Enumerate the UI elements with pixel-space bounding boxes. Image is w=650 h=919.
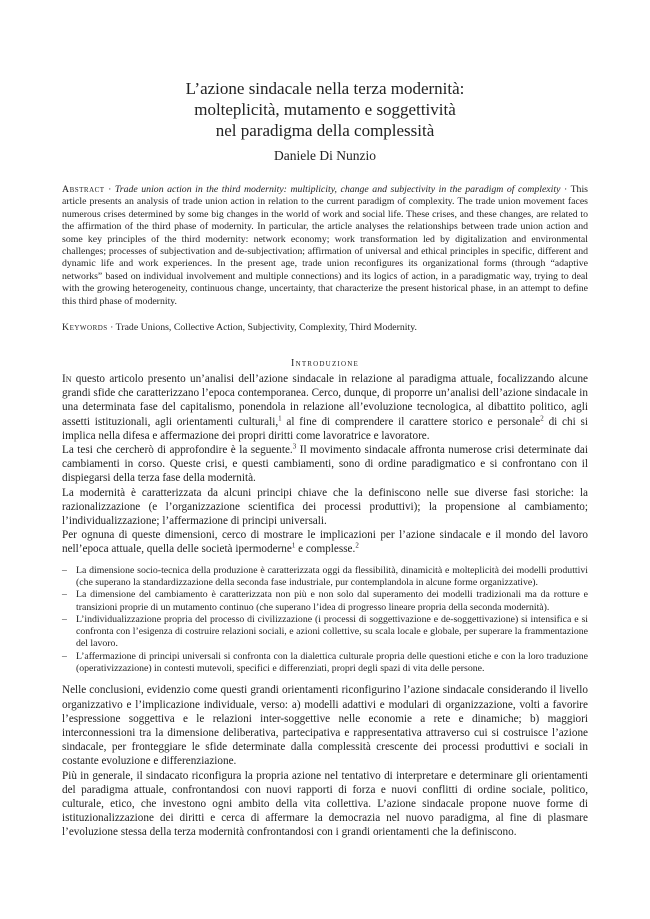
list-item — [62, 565, 588, 590]
paragraph-6: Più in generale, il sindacato riconfigura la propria azione nel tentativo di interpretare e determinare gli orientamenti del paradigma attuale, confrontandosi con nuovi rapporti di forza e nuovi conflitti di ordine sociale, politico, culturale, etico, che investono ogni ambito della vita collettiva. L’azione sindacale propone nuove forme di istituzionalizzazione dei diritti e cerca di affermare la democrazia nel nuovo paradigma, al fine di plasmare l’evoluzione stessa della terza modernità confrontandosi con i grandi orientamenti che la definiscono. — [62, 769, 588, 839]
paragraph-4-text-b: e complesse. — [295, 543, 356, 556]
list-dash: – — [62, 589, 67, 601]
abstract-text: This article presents an analysis of trade union action in relation to the current paradigm of complexity. The trade union movement faces numerous crises determined by some big changes in the world of work and social life. These crises, and these changes, are related to the affirmation of the third phase of modernity. In particular, the article analyses the relationships between trade union action and some key principles of the third modernity: network economy; work transformation led by digitalization and environmental challenges; processes of subjectivation and de-subjectivation; affirmation of universal and ethical principles in specific, different and dynamic life and work experiences. In the present age, trade union reconfigures its organizational forms (through “adaptive networks” based on individual involvement and multiple connections) and its logics of action, in a paradigmatic way, trying to deal with the growing heterogeneity, continuous change, uncertainty, that characterize the present historical phase, in an attempt to define this third phase of modernity. — [62, 184, 588, 307]
abstract-separator-2: · — [560, 184, 571, 195]
footnote-ref-3[interactable]: 3 — [292, 442, 297, 451]
paragraph-1 — [62, 372, 588, 443]
list-item — [62, 651, 588, 676]
list-item-text: La dimensione del cambiamento è caratterizzata non più e non solo dal superamento dei modelli tradizionali ma da rotture e transizioni proprie di un mutamento continuo (che superano l’idea di progresso lineare propria della seconda modernità). — [76, 589, 588, 613]
paragraph-5: Nelle conclusioni, evidenzio come questi grandi orientamenti riconfigurino l’azione sindacale considerando il livello organizzativo e l’implicazione individuale, verso: a) modelli adattivi e modulari di organizzazione, volti a favorire l’espressione soggettiva e le relazioni inter-soggettive nelle economie a rete e dinamiche; b) maggiori interconnessioni tra la dimensione deliberativa, partecipativa e rappresentativa attraverso cui si costruisce l’azione sindacale, per fronteggiare le sfide determinate dalla complessità crescente dei processi produttivi e sociali in costante evoluzione e differenziazione. — [62, 684, 588, 768]
abstract-label: Abstract — [62, 184, 105, 195]
title-line-3: nel paradigma della complessità — [215, 121, 435, 140]
author-name: Daniele Di Nunzio — [274, 148, 376, 163]
paragraph-1-text-a: questo articolo presento un’analisi dell’azione sindacale in relazione al paradigma attuale, focalizzando alcune grandi sfide che caratterizzano l’epoca contemporanea. Cerco, dunque, di proporre un’analisi dell’azione sindacale in una determinata fase del capitalismo, ponendola in relazione all’evoluzione tecnologica, al dibattito politico, agli assetti istituzionali, agli orientamenti culturali, — [62, 373, 588, 428]
paragraph-2 — [62, 443, 588, 486]
list-item-text: L’individualizzazione propria del processo di civilizzazione (i processi di soggettivazione e de-soggettivazione) si intensifica e si confronta con l’esigenza di costruire relazioni sociali, e azioni collettive, su scala locale e globale, per superare la frammentazione del lavoro. — [76, 613, 588, 650]
list-item — [62, 589, 588, 614]
dimensions-list — [62, 565, 588, 676]
list-item-text: La dimensione socio-tecnica della produzione è caratterizzata oggi da flessibilità, dinamicità e molteplicità dei modelli produttivi (che superano la standardizzazione della seconda fase industriale, pur contemplandola in alcune forme organizzative). — [76, 564, 588, 588]
list-item-text: L’affermazione di principi universali si confronta con la dialettica culturale propria delle questioni etiche e con la loro traduzione (operativizzazione) in contesti mutevoli, specifici e differenziati, propri degli spazi di vita delle persone. — [76, 650, 588, 675]
abstract-block — [62, 184, 588, 308]
keywords-label: Keywords — [62, 322, 108, 333]
footnote-ref-5[interactable]: 2 — [355, 541, 359, 550]
title-line-2: molteplicità, mutamento e soggettività — [194, 100, 456, 119]
article-title — [60, 78, 590, 141]
paragraph-1-text-b: al fine di comprendere il carattere storico e personale — [281, 415, 541, 428]
keywords-separator: · — [107, 322, 116, 333]
paragraph-4-text-a: Per ognuna di queste dimensioni, cerco di mostrare le implicazioni per l’azione sindacale e il mondo del lavoro nell’epoca attuale, quella delle società ipermoderne — [62, 529, 588, 556]
paragraph-2-text-a: La tesi che cercherò di approfondire è la seguente. — [62, 444, 293, 457]
footnote-ref-1[interactable]: 1 — [278, 413, 282, 422]
abstract-english-title: Trade union action in the third modernity: multiplicity, change and subjectivity in the paradigm of complexity — [114, 184, 561, 195]
body-text — [62, 372, 588, 840]
section-heading: Introduzione — [291, 358, 359, 369]
paragraph-2-text-b: Il movimento sindacale affronta numerose crisi determinate dai cambiamenti in corso. Queste crisi, e questi cambiamenti, sono di ordine paradigmatico e si confrontano con il dispiegarsi della terza fase della modernità. — [62, 444, 588, 485]
keywords-block — [62, 322, 588, 334]
keywords-text: Trade Unions, Collective Action, Subjectivity, Complexity, Third Modernity. — [115, 322, 417, 333]
list-item — [62, 614, 588, 651]
list-dash: – — [62, 564, 67, 576]
list-dash: – — [62, 613, 67, 625]
paragraph-1-initial: In — [62, 373, 72, 385]
title-line-1: L’azione sindacale nella terza modernità: — [185, 79, 465, 98]
paragraph-4 — [62, 528, 588, 556]
list-dash: – — [62, 650, 67, 662]
paragraph-1-text-c: di chi si implica nella difesa e affermazione dei propri diritti come lavoratrice e lavoratore. — [62, 415, 588, 442]
footnote-ref-4[interactable]: 1 — [291, 541, 296, 550]
footnote-ref-2[interactable]: 2 — [540, 413, 544, 422]
abstract-separator-1: · — [104, 184, 115, 195]
paragraph-3: La modernità è caratterizzata da alcuni principi chiave che la definiscono nelle sue diverse fasi storiche: la razionalizzazione (e l’organizzazione scientifica dei processi produttivi); la propensione al cambiamento; l’individualizzazione; l’affermazione di principi universali. — [62, 486, 588, 528]
